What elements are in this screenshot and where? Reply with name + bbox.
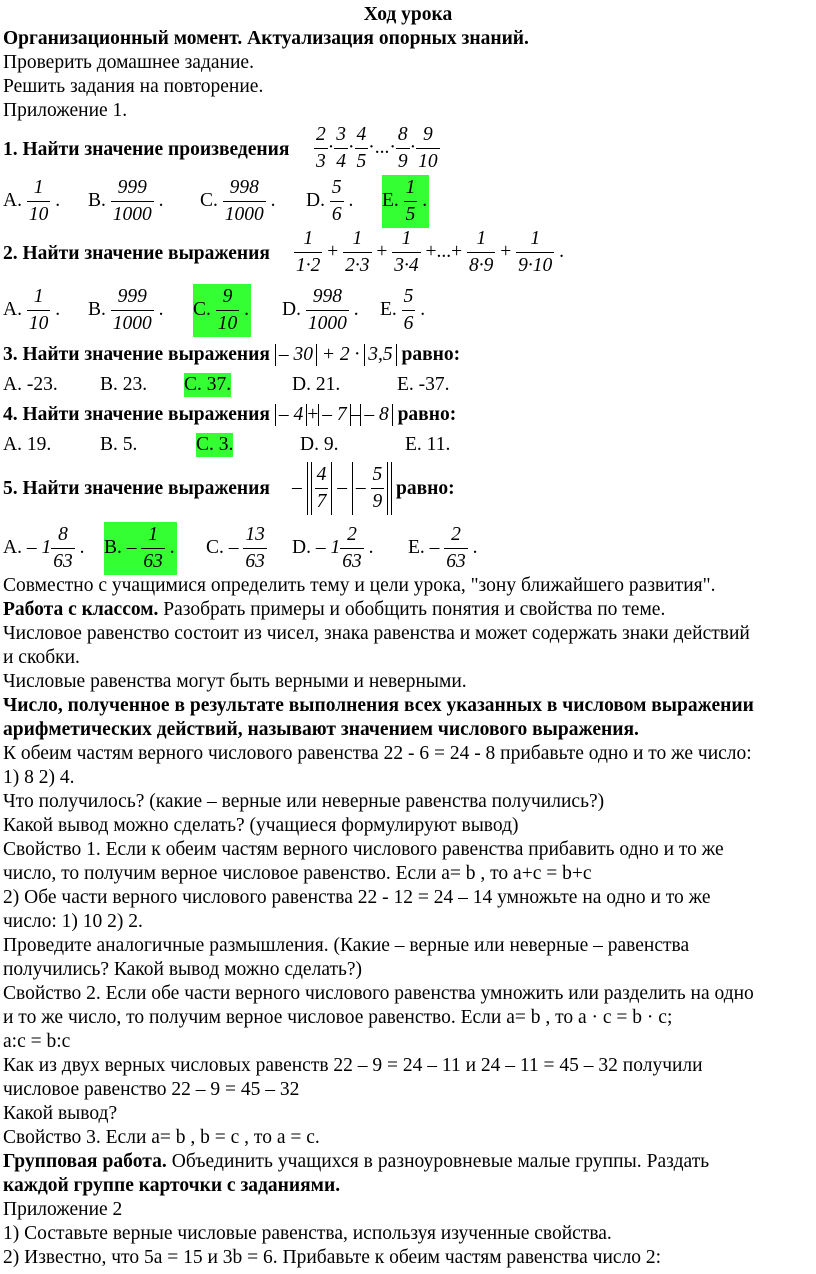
q1-option-a: A. $\frac{1}{10}$ . (3, 177, 61, 225)
property-2: и то же число, то получим верное числовое равенство. Если a= b , то a · c = b · c; (3, 1007, 673, 1028)
paragraph: и скобки. (3, 647, 80, 668)
q4-option-c-correct: C. 3. (196, 434, 234, 455)
question-4-label: 4. Найти значение выражения – 4 + – 7 – – 8 равно: (3, 404, 457, 425)
text-line: Проверить домашнее задание. (3, 52, 254, 73)
question-3-label: 3. Найти значение выражения – 30 + 2 · 3,5 равно: (3, 344, 461, 365)
paragraph: Какой вывод можно сделать? (учащиеся формулируют вывод) (3, 815, 519, 836)
q2-option-b: B. $\frac{999}{1000}$ . (88, 286, 164, 334)
definition: арифметических действий, называют значением числового выражения. (3, 719, 639, 740)
question-5-label: 5. Найти значение выражения (3, 478, 270, 499)
q4-option-e: E. 11. (405, 434, 451, 455)
q1-option-b: B. $\frac{999}{1000}$ . (88, 177, 164, 225)
property-2: a:c = b:c (3, 1031, 71, 1052)
paragraph: Числовые равенства могут быть верными и неверными. (3, 671, 467, 692)
q1-option-d: D. $\frac{5}{6}$ . (306, 177, 354, 225)
q5-option-d: D. – 1 $\frac{2}{63}$ . (292, 524, 374, 572)
q4-option-d: D. 9. (300, 434, 339, 455)
question-2-expression: $\frac{1}{1\cdot 2}$ + $\frac{1}{2\cdot 3}$ + $\frac{1}{3\cdot 4}$ +...+ $\frac{1}{8\cdot 9}$ + $\frac{1}{9\cdot 10}$ . (296, 228, 564, 276)
q2-option-d: D. $\frac{998}{1000}$ . (282, 286, 359, 334)
paragraph: Числовое равенство состоит из чисел, знака равенства и может содержать знаки действий (3, 623, 750, 644)
text-line: Решить задания на повторение. (3, 76, 264, 97)
q5-option-b-correct: B. – $\frac{1}{63}$ . (104, 522, 177, 575)
property-2: Свойство 2. Если обе части верного числового равенства умножить или разделить на одно (3, 983, 754, 1004)
paragraph: Проведите аналогичные размышления. (Какие – верные или неверные – равенства (3, 935, 690, 956)
property-1: число, то получим верное числовое равенство. Если a= b , то a+c = b+c (3, 863, 592, 884)
property-1: Свойство 1. Если к обеим частям верного числового равенства прибавить одно и то же (3, 839, 724, 860)
paragraph: числовое равенство 22 – 9 = 45 – 32 (3, 1079, 300, 1100)
section-heading: Организационный момент. Актуализация опорных знаний. (3, 28, 529, 49)
paragraph: 2) Обе части верного числового равенства 22 - 12 = 24 – 14 умножьте на одно и то же (3, 887, 711, 908)
q2-option-e: E. $\frac{5}{6}$ . (380, 286, 426, 334)
q3-option-e: E. -37. (397, 374, 450, 395)
question-5-expression: – $\frac{4}{7}$ – – $\frac{5}{9}$ (292, 462, 392, 515)
paragraph: число: 1) 10 2) 2. (3, 911, 143, 932)
q4-option-b: B. 5. (100, 434, 138, 455)
paragraph: Приложение 2 (3, 1199, 123, 1220)
question-2-label: 2. Найти значение выражения (3, 243, 270, 264)
paragraph: Групповая работа. Объединить учащихся в разноуровневые малые группы. Раздать (3, 1151, 710, 1172)
q3-option-a: A. -23. (3, 374, 58, 395)
paragraph: 1) Составьте верные числовые равенства, используя изученные свойства. (3, 1223, 612, 1244)
paragraph: Какой вывод? (3, 1103, 118, 1124)
q3-option-d: D. 21. (292, 374, 341, 395)
q1-option-e-correct: E. $\frac{1}{5}$ . (382, 175, 429, 228)
paragraph: Что получилось? (какие – верные или неверные равенства получились?) (3, 791, 605, 812)
paragraph: Как из двух верных числовых равенств 22 – 9 = 24 – 11 и 24 – 11 = 45 – 32 получили (3, 1055, 703, 1076)
q5-option-e: E. – $\frac{2}{63}$ . (408, 524, 478, 572)
q2-option-c-correct: C. $\frac{9}{10}$ . (193, 284, 251, 337)
text-line: Приложение 1. (3, 100, 128, 121)
paragraph: К обеим частям верного числового равенства 22 - 6 = 24 - 8 прибавьте одно и то же число: (3, 743, 752, 764)
lesson-title: Ход урока (363, 4, 453, 25)
q1-option-c: C. $\frac{998}{1000}$ . (200, 177, 276, 225)
q5-option-a: A. – 1 $\frac{8}{63}$ . (3, 524, 85, 572)
paragraph: 1) 8 2) 4. (3, 767, 75, 788)
paragraph: каждой группе карточки с заданиями. (3, 1175, 341, 1196)
definition: Число, полученное в результате выполнения всех указанных в числовом выражении (3, 695, 754, 716)
q2-option-a: A. $\frac{1}{10}$ . (3, 286, 61, 334)
q3-option-b: B. 23. (100, 374, 148, 395)
question-1-label: 1. Найти значение произведения (3, 139, 290, 160)
paragraph: Работа с классом. Разобрать примеры и обобщить понятия и свойства по теме. (3, 599, 666, 620)
property-3: Свойство 3. Если a= b , b = c , то a = c. (3, 1127, 320, 1148)
q4-option-a: A. 19. (3, 434, 52, 455)
paragraph: получились? Какой вывод можно сделать?) (3, 959, 363, 980)
paragraph: Совместно с учащимися определить тему и цели урока, "зону ближайшего развития". (3, 575, 716, 596)
question-5-tail: равно: (396, 478, 455, 499)
q3-option-c-correct: C. 37. (184, 374, 232, 395)
paragraph: 2) Известно, что 5a = 15 и 3b = 6. Прибавьте к обеим частям равенства число 2: (3, 1247, 662, 1268)
question-1-expression: $\frac{2}{3}$ · $\frac{3}{4}$ · $\frac{4}{5}$ ·...· $\frac{8}{9}$ · $\frac{9}{10}$ (316, 124, 438, 172)
q5-option-c: C. – $\frac{13}{63}$ (206, 524, 265, 572)
